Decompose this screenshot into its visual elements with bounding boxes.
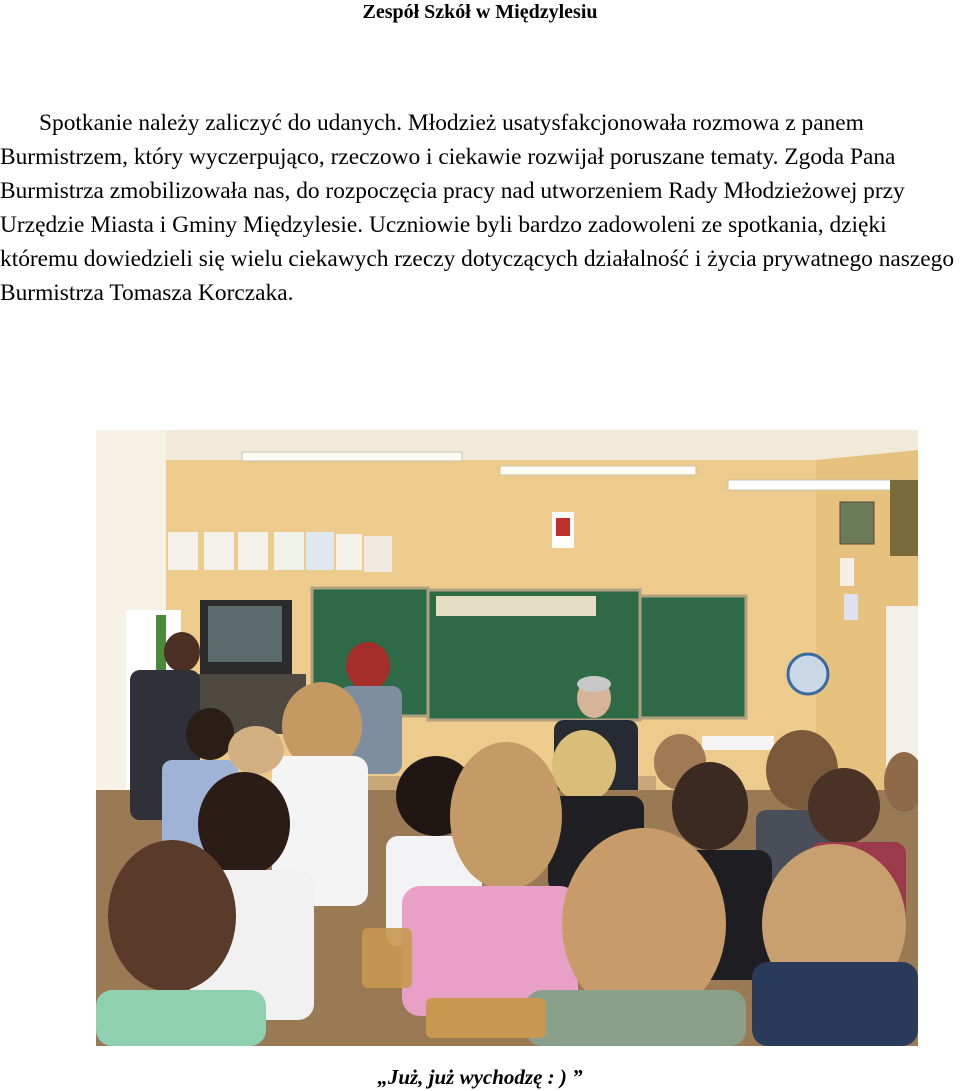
classroom-photo — [96, 430, 918, 1046]
article-paragraph: Spotkanie należy zaliczyć do udanych. Młodzież usatysfakcjonowała rozmowa z panem Burmistrzem, który wyczerpująco, rzeczowo i ciekawie rozwijał poruszane tematy. Zgoda Pana Burmistrza zmobilizowała nas, do rozpoczęcia pracy nad utworzeniem Rady Młodzieżowej przy Urzędzie Miasta i Gminy Międzylesie. Uczniowie byli bardzo zadowoleni ze spotkania, dzięki któremu dowiedzieli się wielu ciekawych rzeczy dotyczących działalność i życia prywatnego naszego Burmistrza Tomasza Korczaka. — [0, 110, 955, 306]
page-title: Zespół Szkół w Międzylesiu — [362, 1, 598, 23]
photo-caption: „Już, już wychodzę : ) ” — [377, 1065, 583, 1089]
